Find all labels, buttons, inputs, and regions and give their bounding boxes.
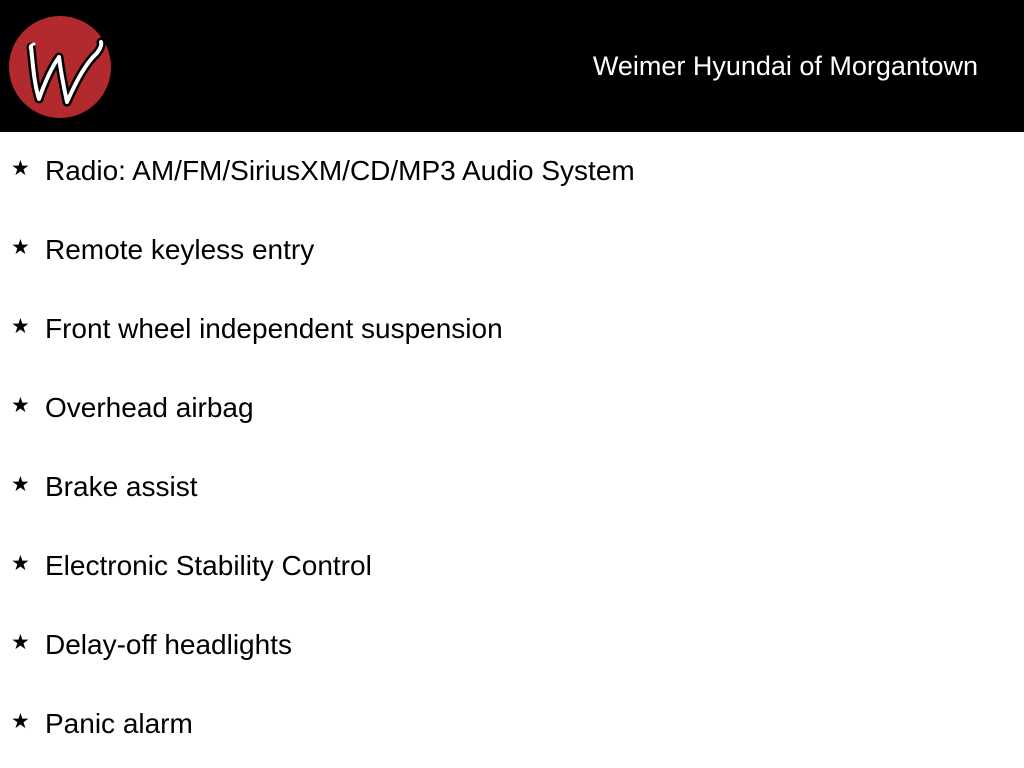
feature-label: Brake assist — [45, 471, 198, 502]
feature-label: Front wheel independent suspension — [45, 313, 503, 344]
star-icon: ★ — [11, 315, 30, 338]
feature-label: Radio: AM/FM/SiriusXM/CD/MP3 Audio System — [45, 155, 635, 186]
feature-label: Delay-off headlights — [45, 629, 292, 660]
dealer-name: Weimer Hyundai of Morgantown — [592, 51, 978, 81]
feature-label: Electronic Stability Control — [45, 550, 372, 581]
feature-label: Panic alarm — [45, 708, 193, 739]
list-item — [0, 685, 1024, 764]
star-icon: ★ — [11, 236, 30, 259]
star-icon: ★ — [11, 157, 30, 180]
header-bar — [0, 0, 1024, 132]
star-icon: ★ — [11, 394, 30, 417]
star-icon: ★ — [11, 473, 30, 496]
star-icon: ★ — [11, 710, 30, 733]
list-item — [0, 606, 1024, 685]
list-item — [0, 369, 1024, 448]
list-item — [0, 132, 1024, 211]
feature-label: Remote keyless entry — [45, 234, 315, 265]
list-item — [0, 211, 1024, 290]
star-icon: ★ — [11, 552, 30, 575]
w-monogram-logo-icon — [9, 16, 111, 118]
list-item — [0, 290, 1024, 369]
feature-label: Overhead airbag — [45, 392, 254, 423]
star-icon: ★ — [11, 631, 30, 654]
list-item — [0, 448, 1024, 527]
list-item — [0, 527, 1024, 606]
feature-list — [0, 132, 1024, 764]
